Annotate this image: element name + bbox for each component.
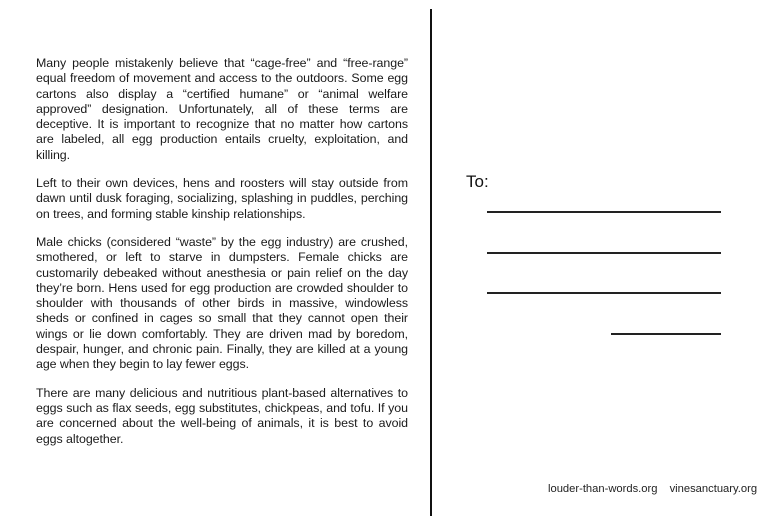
address-line-2 bbox=[487, 252, 721, 254]
link-louder-than-words[interactable]: louder-than-words.org bbox=[548, 483, 658, 495]
link-vine-sanctuary[interactable]: vinesanctuary.org bbox=[669, 483, 758, 495]
paragraph-alternatives: There are many delicious and nutritious plant-based alternatives to eggs such as flax seeds, egg substitutes, chickpeas, and tofu. If you are concerned about the well-being of animals, it is best to avoid eggs altogether. bbox=[36, 385, 408, 446]
address-line-1 bbox=[487, 211, 721, 213]
center-divider bbox=[430, 9, 432, 516]
paragraph-industry-cruelty: Male chicks (considered “waste” by the egg industry) are crushed, smothered, or left to starve in dumpsters. Female chicks are customarily debeaked without anesthesia or pain relief on the day they’re born. Hens used for egg production are crowded shoulder to shoulder with thousands of other birds in massive, windowless sheds or confined in cages so small that they cannot open their wings or lie down comfortably. They are driven mad by boredom, despair, hunger, and chronic pain. Finally, they are killed at a young age when they begin to lay fewer eggs. bbox=[36, 234, 408, 372]
to-label: To: bbox=[466, 172, 489, 191]
paragraph-cage-free: Many people mistakenly believe that “cage-free” and “free-range” equal freedom of movement and access to the outdoors. Some egg cartons also display a “certified humane” or “animal welfare approved” designation. Unfortunately, all of these terms are deceptive. It is important to recognize that no matter how cartons are labeled, all egg production entails cruelty, exploitation, and killing. bbox=[36, 56, 408, 162]
address-line-zip bbox=[611, 333, 721, 335]
paragraph-natural-behavior: Left to their own devices, hens and roosters will stay outside from dawn until dusk foraging, socializing, splashing in puddles, perching on trees, and forming stable kinship relationships. bbox=[36, 176, 408, 221]
footer-links bbox=[548, 483, 757, 495]
message-body bbox=[36, 56, 408, 460]
address-line-3 bbox=[487, 292, 721, 294]
